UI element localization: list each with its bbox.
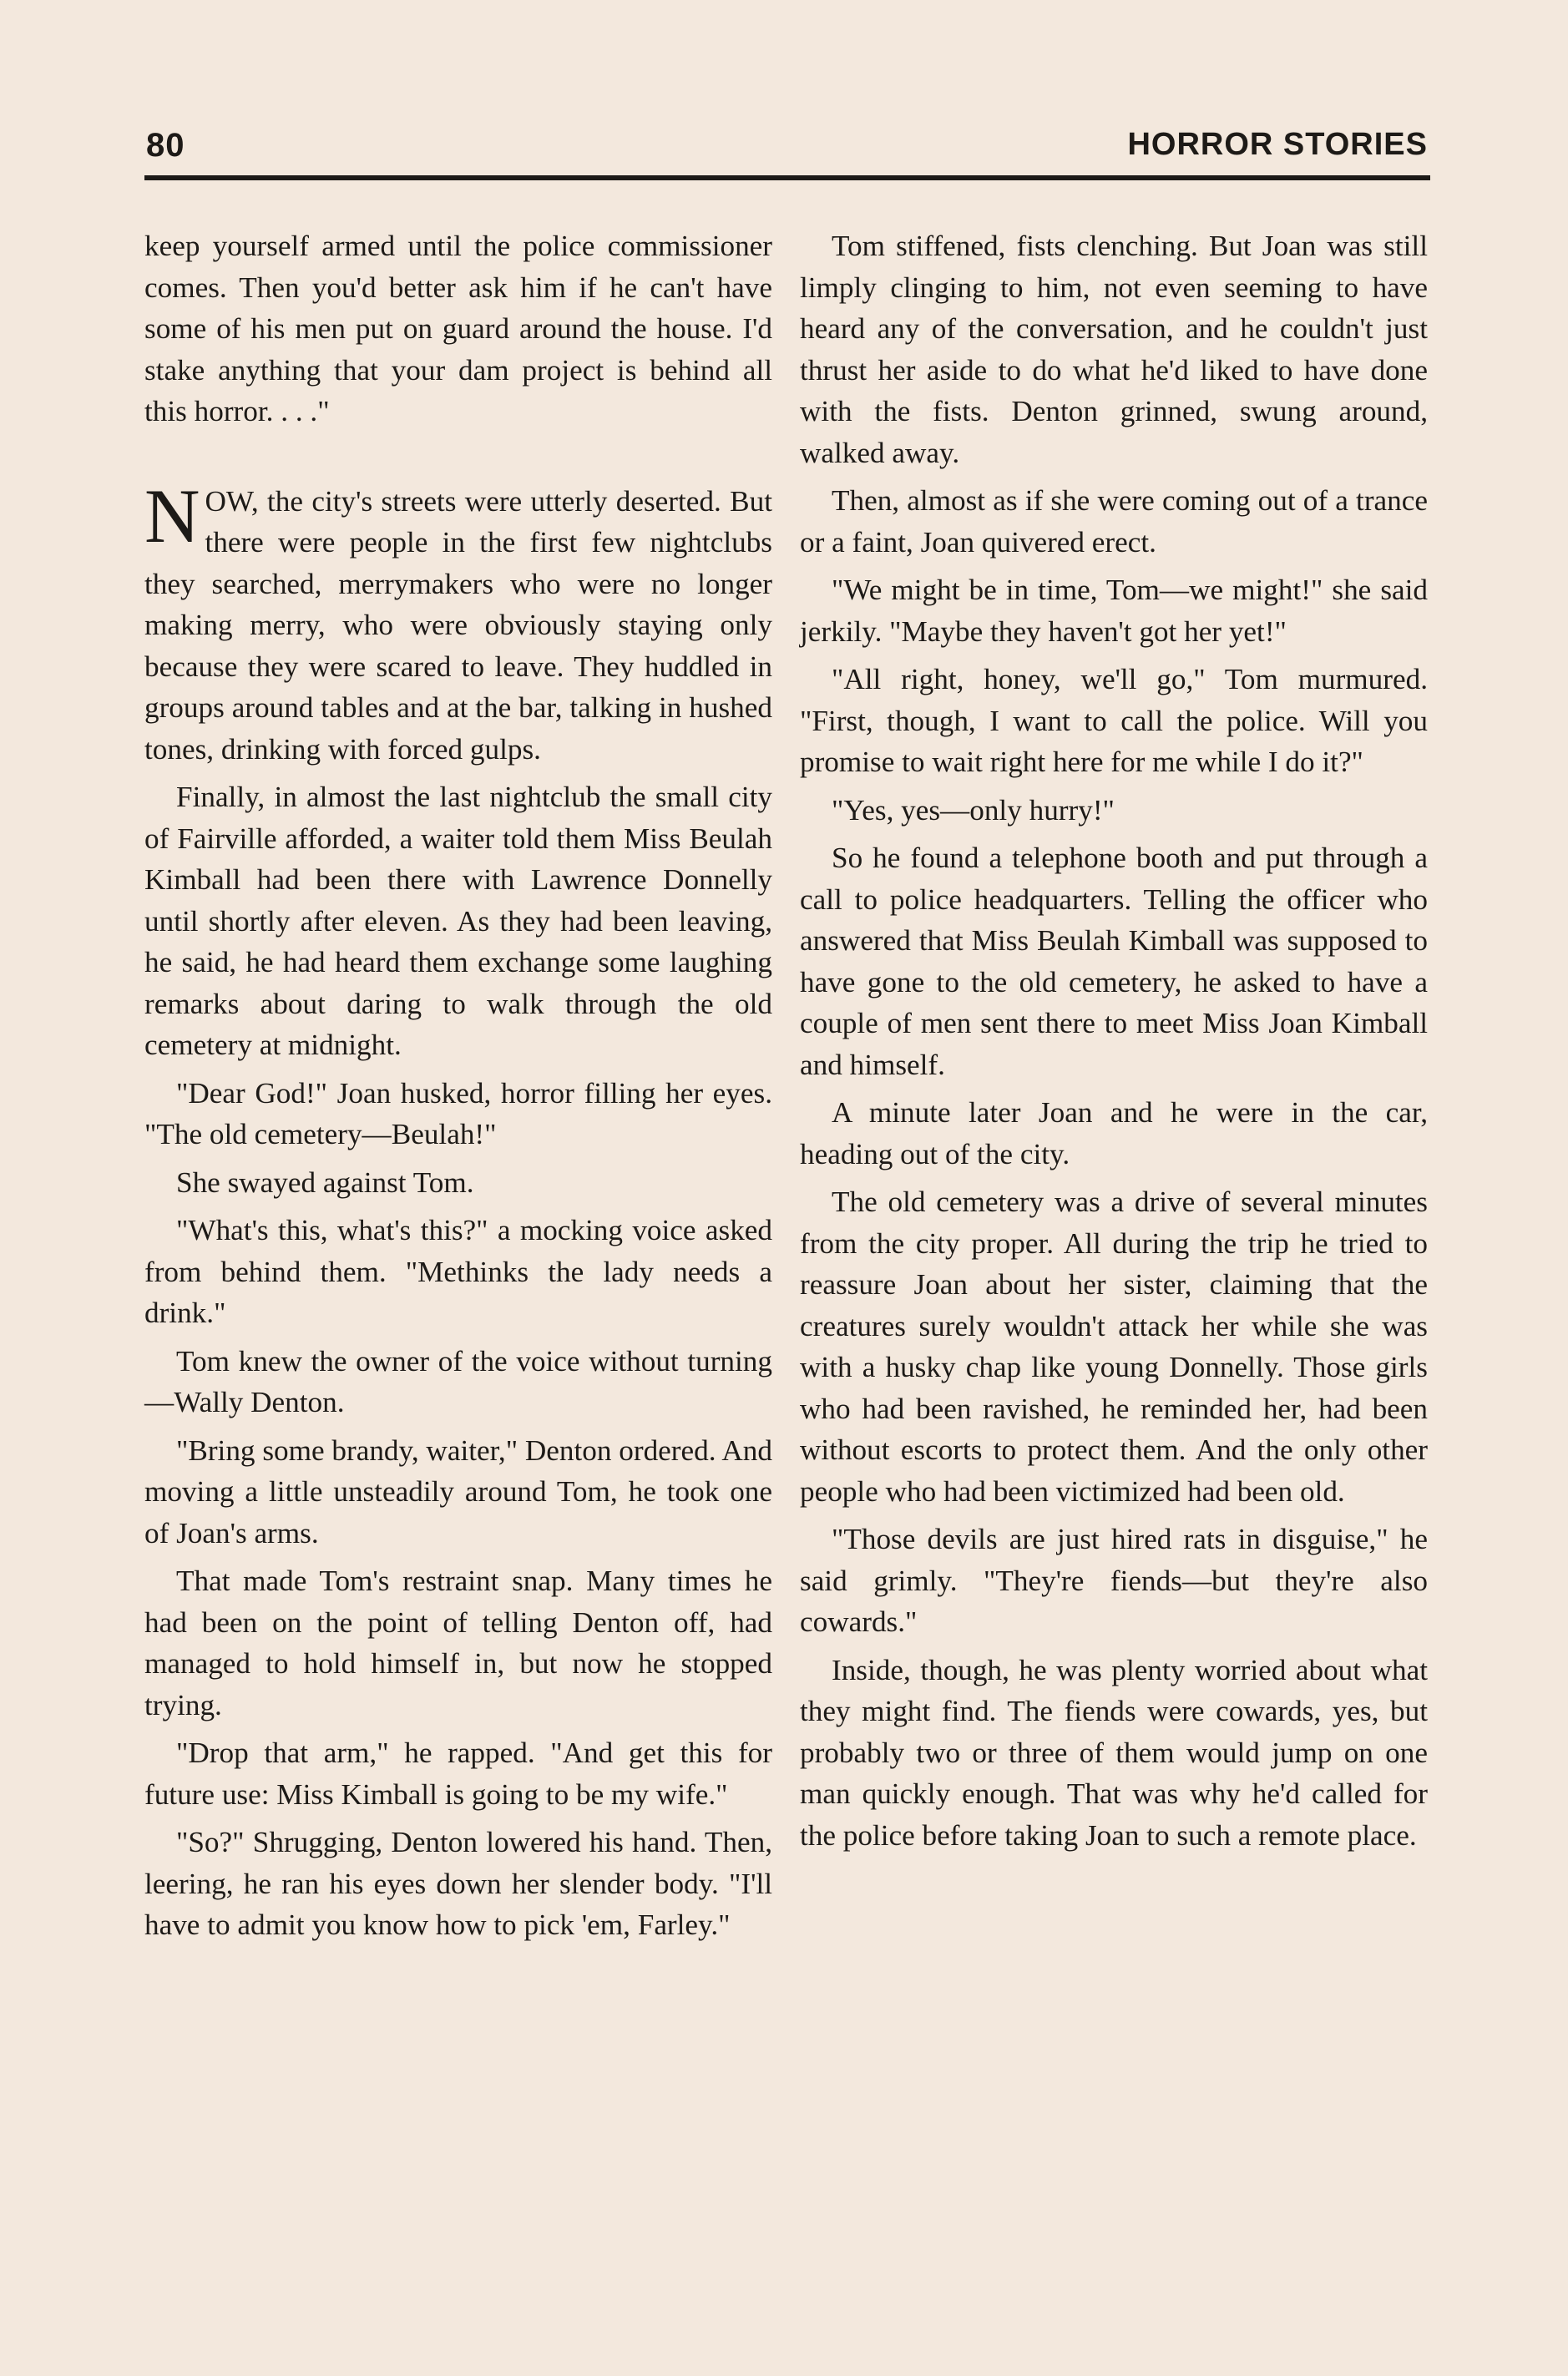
page-header [146, 124, 1428, 175]
paragraph: "All right, honey, we'll go," Tom murmured. "First, though, I want to call the police. Will you promise to wait right here for me while I do it?" [800, 663, 1428, 778]
paragraph: The old cemetery was a drive of several minutes from the city proper. All during the trip he tried to reassure Joan about her sister, claiming that the creatures surely wouldn't attack her while she was with a husky chap like young Donnelly. Those girls who had been ravished, he reminded her, had been without escorts to protect them. And the only other people who had been victimized had been old. [800, 1185, 1428, 1508]
drop-cap: N [144, 473, 200, 559]
paragraph: keep yourself armed until the police commissioner comes. Then you'd better ask him if he can't have some of his men put on guard around the house. I'd stake anything that your dam project is behind all this horror. . . ." [144, 230, 772, 427]
paragraph: "So?" Shrugging, Denton lowered his hand. Then, leering, he ran his eyes down her slender body. "I'll have to admit you know how to pick 'em, Farley." [144, 1826, 772, 1941]
page-number: 80 [146, 127, 185, 164]
paragraph: She swayed against Tom. [176, 1165, 474, 1199]
paragraph-dropcap [144, 473, 772, 771]
paragraph: "Yes, yes—only hurry!" [832, 793, 1115, 827]
paragraph: Finally, in almost the last nightclub the small city of Fairville afforded, a waiter told them Miss Beulah Kimball had been there with Lawrence Donnelly until shortly after eleven. As they had been leaving, he said, he had heard them exchange some laughing remarks about daring to walk through the old cemetery at midnight. [144, 781, 772, 1061]
paragraph: Tom knew the owner of the voice without turning—Wally Denton. [144, 1344, 772, 1418]
paragraph: Then, almost as if she were coming out of a trance or a faint, Joan quivered erect. [800, 484, 1428, 559]
paragraph-text: OW, the city's streets were utterly deserted. But there were people in the first few nightclubs they searched, merrymakers who were no longer making merry, who were obviously staying only because they were scared to leave. They huddled in groups around tables and at the bar, talking in hushed tones, drinking with forced gulps. [144, 484, 772, 766]
paragraph: Tom stiffened, fists clenching. But Joan was still limply clinging to him, not even seeming to have heard any of the conversation, and he couldn't just thrust her aside to do what he'd liked to have done with the fists. Denton grinned, swung around, walked away. [800, 230, 1428, 469]
paragraph: A minute later Joan and he were in the car, heading out of the city. [800, 1096, 1428, 1170]
paragraph: "Bring some brandy, waiter," Denton ordered. And moving a little unsteadily around Tom, he took one of Joan's arms. [144, 1433, 772, 1549]
paragraph: "What's this, what's this?" a mocking voice asked from behind them. "Methinks the lady needs a drink." [144, 1214, 772, 1329]
right-column [800, 225, 1428, 1863]
header-rule [144, 175, 1430, 180]
paragraph: "Those devils are just hired rats in disguise," he said grimly. "They're fiends—but they're also cowards." [800, 1523, 1428, 1638]
paragraph: "Drop that arm," he rapped. "And get this for future use: Miss Kimball is going to be my wife." [144, 1737, 772, 1811]
left-column [144, 225, 772, 1953]
paragraph: That made Tom's restraint snap. Many times he had been on the point of telling Denton off, had managed to hold himself in, but now he stopped trying. [144, 1565, 772, 1721]
paragraph: "Dear God!" Joan husked, horror filling her eyes. "The old cemetery—Beulah!" [144, 1076, 772, 1150]
paragraph: Inside, though, he was plenty worried about what they might find. The fiends were cowards, yes, but probably two or three of them would jump on one man quickly enough. That was why he'd called for the police before taking Joan to such a remote place. [800, 1653, 1428, 1852]
paragraph: So he found a telephone booth and put through a call to police headquarters. Telling the officer who answered that Miss Beulah Kimball was supposed to have gone to the old cemetery, he asked to have a couple of men sent there to meet Miss Joan Kimball and himself. [800, 842, 1428, 1081]
running-head: HORROR STORIES [1127, 127, 1428, 162]
paragraph: "We might be in time, Tom—we might!" she said jerkily. "Maybe they haven't got her yet!" [800, 574, 1428, 648]
